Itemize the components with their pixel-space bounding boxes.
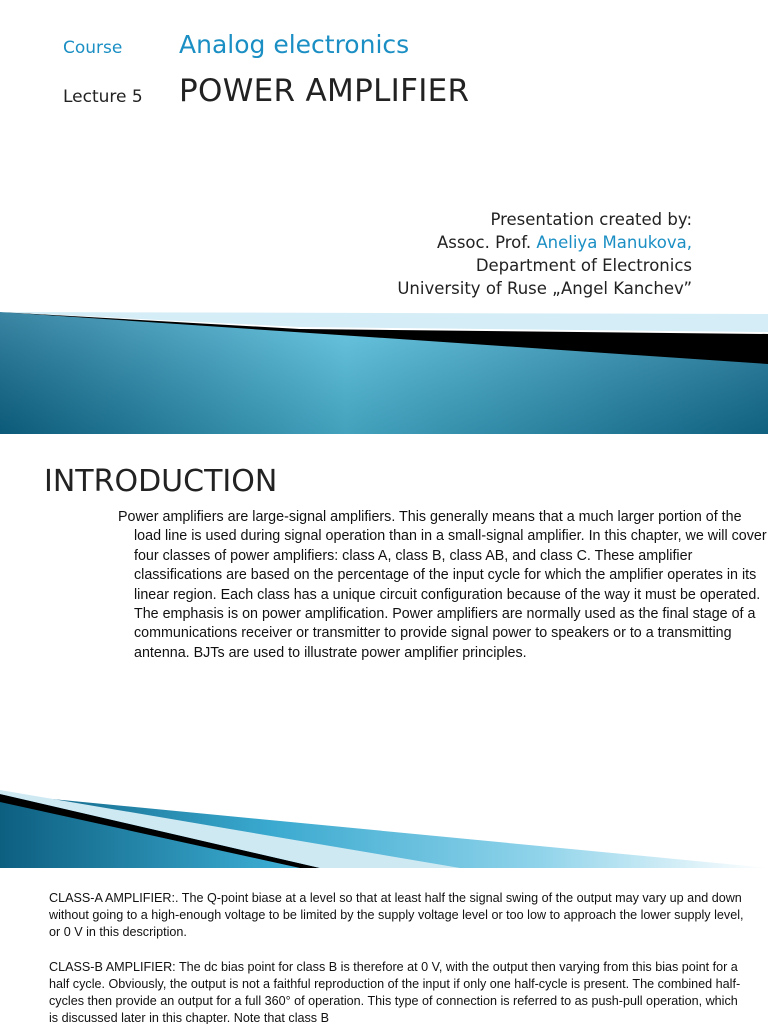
lecture-label: Lecture 5 [63, 87, 143, 107]
class-b-paragraph: CLASS-B AMPLIFIER: The dc bias point for class B is therefore at 0 V, with the output then varying from this bias point for a half cycle. Obviously, the output is not a faithful reproduction of the input if only one half-cycle is present. The combined half-cycles then provide an output for a full 360° of operation. This type of connection is referred to as push-pull operation, which is discussed later in this chapter. Note that class B [49, 960, 741, 1024]
credits-university: University of Ruse „Angel Kanchev” [397, 279, 692, 298]
title-decorative-band [0, 312, 768, 434]
introduction-heading: INTRODUCTION [44, 464, 278, 499]
classes-slide [0, 868, 768, 1024]
author-title: Assoc. Prof. [436, 233, 537, 252]
course-title: Analog electronics [179, 30, 410, 59]
intro-decorative-band [0, 774, 768, 868]
credits-department: Department of Electronics [475, 256, 692, 275]
author-name: Aneliya Manukova, [536, 233, 692, 252]
course-label: Course [63, 38, 123, 58]
title-slide [0, 0, 768, 434]
introduction-slide [0, 434, 768, 868]
credits-block [397, 208, 692, 300]
credits-author-line [397, 231, 692, 254]
class-a-paragraph: CLASS-A AMPLIFIER:. The Q-point biase at a level so that at least half the signal swing of the output may vary up and down without going to a high-enough voltage to be limited by the supply voltage level or too low to approach the lower supply level, or 0 V in this description. [49, 891, 744, 939]
credits-intro: Presentation created by: [490, 210, 692, 229]
lecture-title: POWER AMPLIFIER [179, 73, 470, 109]
introduction-body: Power amplifiers are large-signal amplifiers. This generally means that a much larger portion of the load line is used during signal operation than in a small-signal amplifier. In this chapter, we will cover four classes of power amplifiers: class A, class B, class AB, and class C. These amplifier classifications are based on the percentage of the input cycle for which the amplifier operates in its linear region. Each class has a unique circuit configuration because of the way it must be operated. The emphasis is on power amplification. Power amplifiers are normally used as the final stage of a communications receiver or transmitter to provide signal power to speakers or to a transmitting antenna. BJTs are used to illustrate power amplifier principles. [118, 509, 767, 661]
